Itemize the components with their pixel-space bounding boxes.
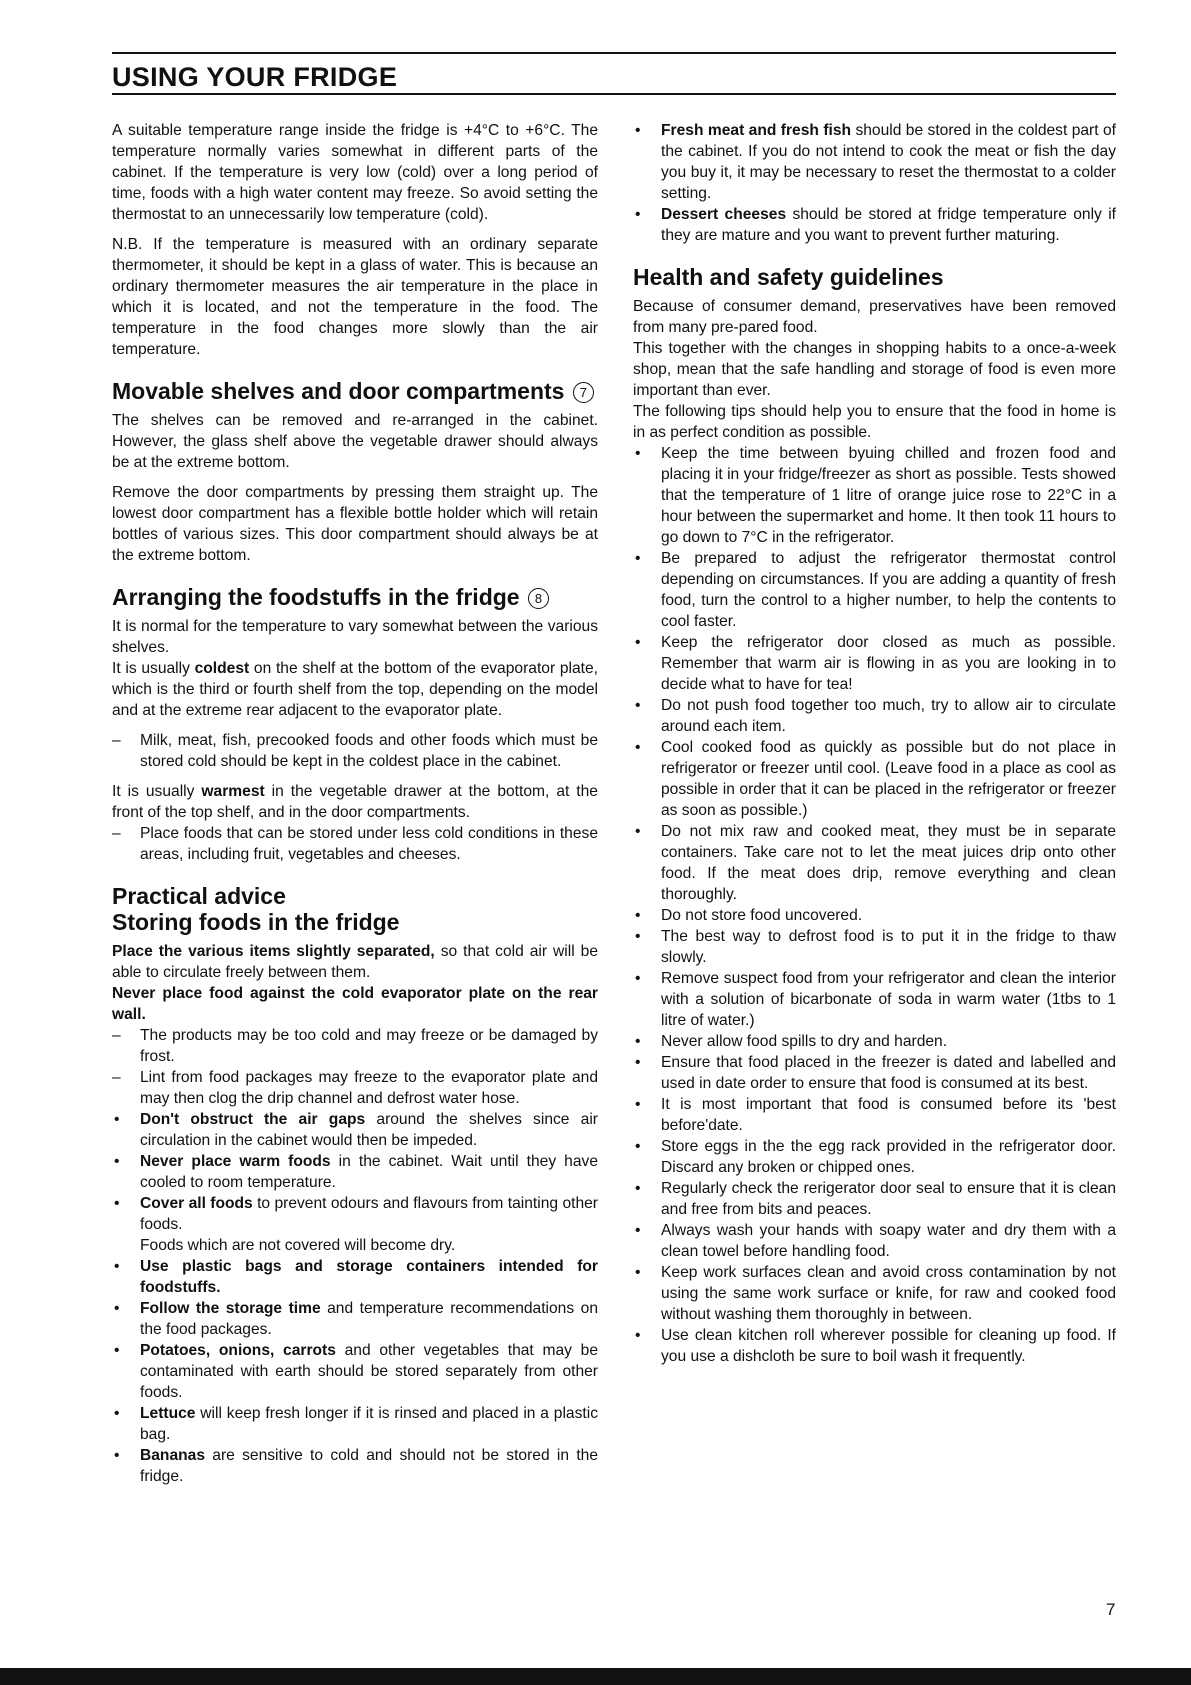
emphasis-text: Potatoes, onions, carrots [140, 1342, 336, 1359]
bullet-list [112, 1109, 598, 1487]
list-item [633, 1094, 1116, 1136]
bullet-list [633, 120, 1116, 246]
section-heading-arranging [112, 584, 598, 610]
heading-text: Arranging the foodstuffs in the fridge [112, 584, 520, 610]
emphasis-text: Dessert cheeses [661, 206, 787, 223]
dash-marker: – [112, 825, 121, 842]
emphasis-text: coldest [194, 660, 250, 677]
scan-edge-bar [0, 1668, 1191, 1685]
bullet-marker: • [635, 1327, 641, 1344]
emphasis-text: Cover all foods [140, 1195, 253, 1212]
list-item [633, 1178, 1116, 1220]
list-item [633, 120, 1116, 204]
list-item-text: Remove suspect food from your refrigerator and clean the interior with a solution of bicarbonate of soda in warm water (1tbs to 1 litre of water.) [661, 970, 1116, 1029]
storing-paragraph [112, 941, 598, 983]
health-paragraph: This together with the changes in shopping habits to a once-a-week shop, mean that the safe handling and storage of food is even more important than ever. [633, 340, 1116, 399]
list-item-text: Store eggs in the the egg rack provided in the refrigerator door. Discard any broken or chipped ones. [661, 1138, 1116, 1176]
bullet-marker: • [114, 1342, 120, 1359]
text-run: will keep fresh longer if it is rinsed and placed in a plastic bag. [140, 1405, 598, 1443]
text-run: are sensitive to cold and should not be stored in the fridge. [140, 1447, 598, 1485]
list-item-text: Keep the time between byuing chilled and frozen food and placing it in your fridge/freezer as short as possible. Tests showed that the temperature of 1 litre of orange juice rose to 22°C in a hour between the supermarket and home. It then took 11 hours to go down to 7°C in the refrigerator. [661, 445, 1116, 546]
bullet-marker: • [635, 122, 641, 139]
list-item-text: The best way to defrost food is to put it in the fridge to thaw slowly. [661, 928, 1116, 966]
list-item [633, 548, 1116, 632]
bullet-marker: • [635, 634, 641, 651]
list-item-text: Do not mix raw and cooked meat, they must be in separate containers. Take care not to let the meat juices drip onto other food. If the meat does drip, remove everything and clean thoroughly. [661, 823, 1116, 903]
text-run: It is usually [112, 783, 202, 800]
list-item-text: Use clean kitchen roll wherever possible for cleaning up food. If you use a dishcloth be sure to boil wash it frequently. [661, 1327, 1116, 1365]
bullet-marker: • [635, 1138, 641, 1155]
emphasis-text: warmest [201, 783, 265, 800]
bullet-marker: • [114, 1195, 120, 1212]
bullet-marker: • [635, 823, 641, 840]
list-item [112, 1445, 598, 1487]
list-item-text: Milk, meat, fish, precooked foods and other foods which must be stored cold should be kept in the coldest place in the cabinet. [140, 732, 598, 770]
emphasis-text: Don't obstruct the air gaps [140, 1111, 366, 1128]
emphasis-text: Lettuce [140, 1405, 196, 1422]
dash-list [112, 730, 598, 772]
list-item-text: Keep the refrigerator door closed as much as possible. Remember that warm air is flowing in as you are looking in to decide what to have for tea! [661, 634, 1116, 693]
bullet-marker: • [635, 445, 641, 462]
list-item-text: Lint from food packages may freeze to the evaporator plate and may then clog the drip channel and defrost water hose. [140, 1069, 598, 1107]
emphasis-text: Never place warm foods [140, 1153, 331, 1170]
list-item [633, 1325, 1116, 1367]
bullet-marker: • [635, 739, 641, 756]
list-item [633, 1052, 1116, 1094]
text-run: should be stored in the coldest part of the cabinet. If you do not intend to cook the meat or fish the day you buy it, it may be necessary to reset the thermostat to a colder setting. [661, 122, 1116, 202]
left-column [112, 120, 598, 1496]
list-item-text: Be prepared to adjust the refrigerator thermostat control depending on circumstances. If you are adding a quantity of fresh food, turn the control to a higher number, to help the contents to cool faster. [661, 550, 1116, 630]
bullet-marker: • [635, 1033, 641, 1050]
list-item-text: Cool cooked food as quickly as possible but do not place in refrigerator or freezer until cool. (Leave food in a place as cool as possible in order that it can be placed in the refrigerator or freezer as soon as possible.) [661, 739, 1116, 819]
list-item [633, 968, 1116, 1031]
list-item [633, 1220, 1116, 1262]
list-item-text: Do not push food together too much, try to allow air to circulate around each item. [661, 697, 1116, 735]
figure-ref-7: 7 [573, 382, 594, 403]
dash-list [112, 823, 598, 865]
list-item [633, 821, 1116, 905]
bullet-marker: • [114, 1258, 120, 1275]
arranging-paragraph: It is normal for the temperature to vary somewhat between the various shelves. [112, 618, 598, 656]
list-item [112, 1403, 598, 1445]
list-item [633, 1136, 1116, 1178]
emphasis-text: Use plastic bags and storage containers intended for foodstuffs. [140, 1258, 598, 1296]
arranging-paragraph-warmest [112, 781, 598, 823]
list-item [112, 1256, 598, 1298]
list-item [112, 1298, 598, 1340]
list-item-text: The products may be too cold and may freeze or be damaged by frost. [140, 1027, 598, 1065]
text-run: around the shelves since air circulation in the cabinet would then be impeded. [140, 1111, 598, 1149]
header-rule-bottom [112, 93, 1116, 95]
emphasis-text: Bananas [140, 1447, 206, 1464]
bullet-marker: • [635, 928, 641, 945]
dash-marker: – [112, 1069, 121, 1086]
list-item-text: Always wash your hands with soapy water and dry them with a clean towel before handling food. [661, 1222, 1116, 1260]
list-item [633, 1031, 1116, 1052]
text-run: should be stored at fridge temperature only if they are mature and you want to prevent further maturing. [661, 206, 1116, 244]
dash-list [112, 1025, 598, 1109]
text-run: to prevent odours and flavours from tainting other foods. [140, 1195, 598, 1233]
list-item [112, 1025, 598, 1067]
text-run: in the cabinet. Wait until they have cooled to room temperature. [140, 1153, 599, 1191]
list-item [112, 730, 598, 772]
text-run: in the vegetable drawer at the bottom, at the front of the top shelf, and in the door compartments. [112, 783, 598, 821]
bullet-marker: • [635, 1222, 641, 1239]
emphasis-text: Follow the storage time [140, 1300, 321, 1317]
bullet-marker: • [635, 907, 641, 924]
list-item [633, 632, 1116, 695]
list-item-text: Regularly check the rerigerator door seal to ensure that it is clean and free from bits and peaces. [661, 1180, 1116, 1218]
bullet-marker: • [635, 550, 641, 567]
emphasis-text: Place the various items slightly separated, [112, 943, 435, 960]
text-run: It is usually [112, 660, 195, 677]
bullet-marker: • [635, 1180, 641, 1197]
bullet-marker: • [635, 970, 641, 987]
text-run: on the shelf at the bottom of the evaporator plate, which is the third or fourth shelf from the top, depending on the model and at the extreme rear adjacent to the evaporator plate. [112, 660, 598, 719]
bullet-marker: • [635, 1054, 641, 1071]
bullet-marker: • [635, 206, 641, 223]
list-item [112, 1067, 598, 1109]
heading-text: Movable shelves and door compartments [112, 378, 565, 404]
arranging-paragraph-coldest [112, 658, 598, 721]
shelves-paragraph: The shelves can be removed and re-arranged in the cabinet. However, the glass shelf above the vegetable drawer should always be at the extreme bottom. [112, 412, 598, 471]
bullet-marker: • [635, 697, 641, 714]
intro-note: N.B. If the temperature is measured with an ordinary separate thermometer, it should be kept in a glass of water. This is because an ordinary thermometer measures the air temperature in the place in which it is located, and not the temperature in the food. The temperature in the food changes more slowly than the air temperature. [112, 236, 598, 358]
intro-paragraph: A suitable temperature range inside the fridge is +4°C to +6°C. The temperature normally varies somewhat in different parts of the cabinet. If the temperature is very low (cold) over a long period of time, foods with a high water content may freeze. So avoid setting the thermostat to an unnecessarily low temperature (cold). [112, 122, 598, 223]
health-paragraph: The following tips should help you to ensure that the food in home is in as perfect condition as possible. [633, 403, 1116, 441]
text-run: and other vegetables that may be contaminated with earth should be stored separately from other foods. [140, 1342, 598, 1401]
shelves-paragraph: Remove the door compartments by pressing them straight up. The lowest door compartment has a flexible bottle holder which will retain bottles of various sizes. This door compartment should always be at the extreme bottom. [112, 484, 598, 564]
list-item-text: Ensure that food placed in the freezer is dated and labelled and used in date order to ensure that food is consumed at its best. [661, 1054, 1116, 1092]
text-run: and temperature recommendations on the food packages. [140, 1300, 598, 1338]
list-item [112, 1340, 598, 1403]
list-item-text: Keep work surfaces clean and avoid cross contamination by not using the same work surface or knife, for raw and cooked food without washing them thoroughly in between. [661, 1264, 1116, 1323]
section-heading-practical: Practical advice [112, 883, 286, 909]
bullet-marker: • [114, 1153, 120, 1170]
list-item [112, 823, 598, 865]
list-item [633, 695, 1116, 737]
emphasis-text: Fresh meat and fresh fish [661, 122, 852, 139]
list-item-text: It is most important that food is consumed before its 'best before'date. [661, 1096, 1116, 1134]
page-title: USING YOUR FRIDGE [112, 62, 398, 92]
right-column [633, 120, 1116, 1376]
list-item [633, 926, 1116, 968]
header-rule-top [112, 52, 1116, 54]
list-item [112, 1151, 598, 1193]
section-heading-health: Health and safety guidelines [633, 264, 944, 290]
section-heading-shelves [112, 378, 598, 404]
figure-ref-8: 8 [528, 588, 549, 609]
text-run: so that cold air will be able to circulate freely between them. [112, 943, 598, 981]
list-item [633, 204, 1116, 246]
list-item [633, 737, 1116, 821]
section-heading-storing: Storing foods in the fridge [112, 909, 400, 935]
bullet-marker: • [114, 1300, 120, 1317]
list-item [112, 1109, 598, 1151]
bullet-marker: • [635, 1096, 641, 1113]
emphasis-text: Never place food against the cold evaporator plate on the rear wall. [112, 985, 598, 1023]
bullet-marker: • [635, 1264, 641, 1281]
list-item [633, 905, 1116, 926]
dash-marker: – [112, 732, 121, 749]
health-bullet-list [633, 443, 1116, 1367]
list-item-subtext: Foods which are not covered will become dry. [140, 1237, 456, 1254]
list-item [633, 443, 1116, 548]
list-item-text: Place foods that can be stored under less cold conditions in these areas, including fruit, vegetables and cheeses. [140, 825, 598, 863]
storing-warning [112, 983, 598, 1025]
dash-marker: – [112, 1027, 121, 1044]
page-number: 7 [1106, 1600, 1116, 1619]
list-item [633, 1262, 1116, 1325]
bullet-marker: • [114, 1405, 120, 1422]
bullet-marker: • [114, 1447, 120, 1464]
health-paragraph: Because of consumer demand, preservatives have been removed from many pre-pared food. [633, 298, 1116, 336]
bullet-marker: • [114, 1111, 120, 1128]
list-item-text: Do not store food uncovered. [661, 907, 863, 924]
list-item-text: Never allow food spills to dry and harden. [661, 1033, 948, 1050]
list-item [112, 1193, 598, 1256]
